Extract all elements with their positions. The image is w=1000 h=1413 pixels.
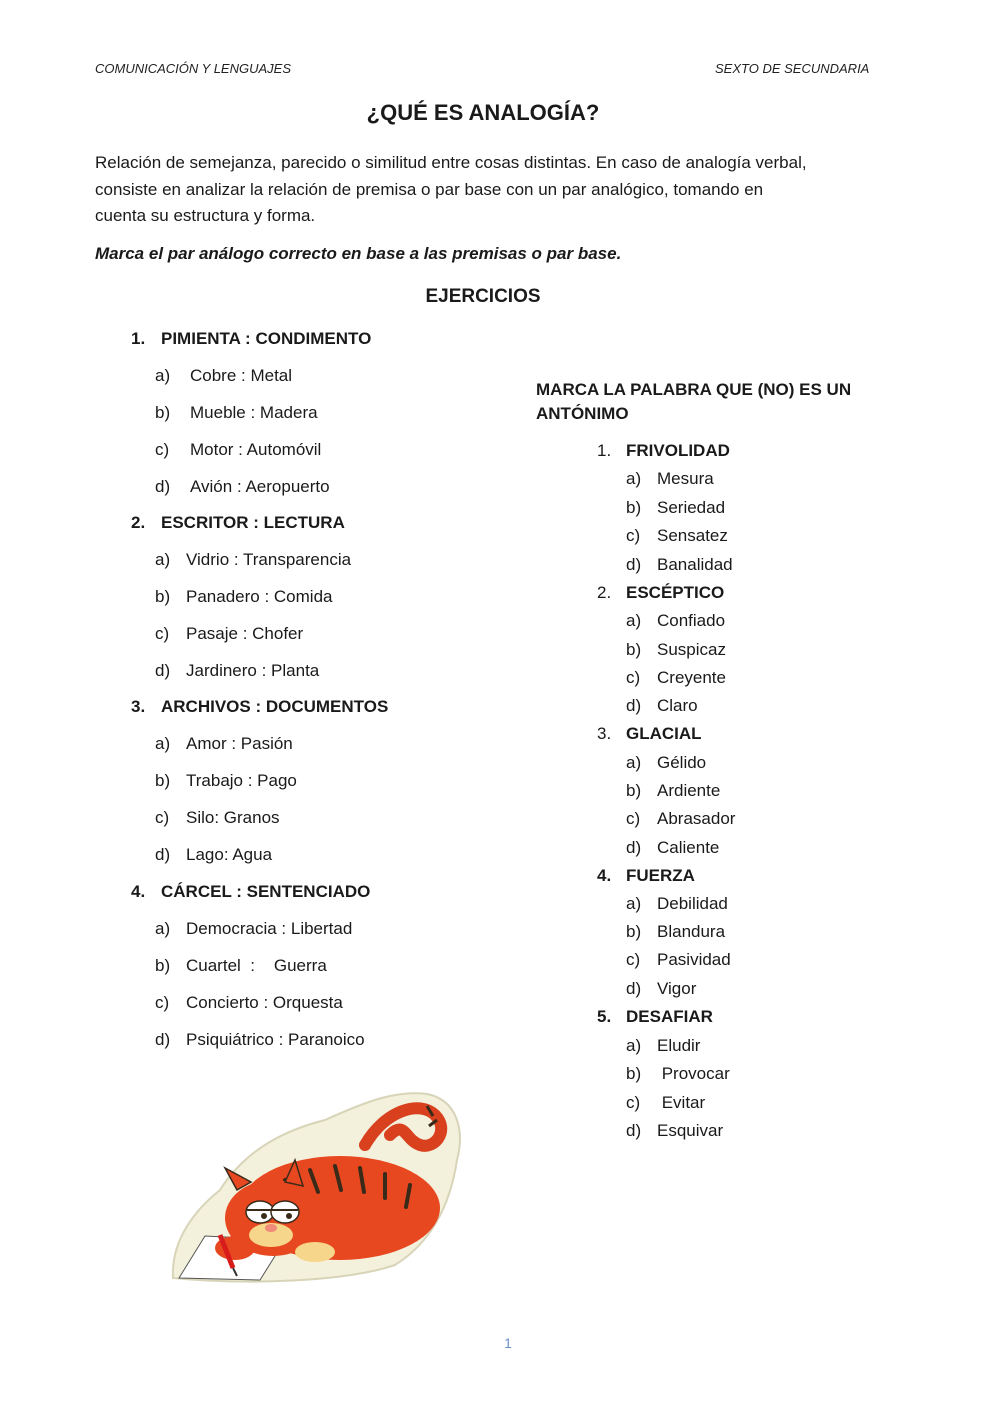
option[interactable] xyxy=(626,611,725,631)
option[interactable] xyxy=(626,979,696,999)
option-letter: c) xyxy=(626,950,641,969)
option-text: Silo: Granos xyxy=(186,808,280,827)
option[interactable] xyxy=(626,838,719,858)
option-letter: a) xyxy=(626,469,642,488)
option-letter: b) xyxy=(626,1064,642,1083)
cat-writing-icon xyxy=(165,1090,465,1285)
question-title xyxy=(131,697,388,717)
option[interactable] xyxy=(155,624,303,644)
option-letter: d) xyxy=(155,845,171,864)
option-text: Gélido xyxy=(657,753,707,772)
option-text: Lago: Agua xyxy=(186,845,273,864)
option-text: Cobre : Metal xyxy=(190,366,293,385)
page-number: 1 xyxy=(504,1335,512,1351)
question-text: PIMIENTA : CONDIMENTO xyxy=(161,329,372,348)
question-number: 3. xyxy=(597,724,612,743)
option[interactable] xyxy=(155,845,272,865)
option-text: Claro xyxy=(657,696,698,715)
question-text: FUERZA xyxy=(626,866,695,885)
antonym-heading xyxy=(536,378,876,426)
option-letter: b) xyxy=(626,781,642,800)
question-text: ESCÉPTICO xyxy=(626,583,725,602)
option[interactable] xyxy=(155,919,352,939)
option-text: Provocar xyxy=(657,1064,730,1083)
header-subject: COMUNICACIÓN Y LENGUAJES xyxy=(95,61,292,76)
option-text: Eludir xyxy=(657,1036,701,1055)
option[interactable] xyxy=(626,1121,723,1141)
question-number: 2. xyxy=(597,583,612,602)
option-text: Seriedad xyxy=(657,498,726,517)
antonym-question-title xyxy=(597,724,702,744)
option-letter: a) xyxy=(626,894,642,913)
option-letter: b) xyxy=(155,771,171,790)
cat-writing-illustration xyxy=(165,1090,465,1285)
intro-line: Relación de semejanza, parecido o similitud entre cosas distintas. En caso de analogía verbal, xyxy=(95,153,807,172)
option[interactable] xyxy=(626,1064,730,1084)
option-letter: a) xyxy=(155,366,171,385)
option[interactable] xyxy=(155,477,330,497)
question-text: ESCRITOR : LECTURA xyxy=(161,513,345,532)
question-text: ARCHIVOS : DOCUMENTOS xyxy=(161,697,389,716)
option-text: Motor : Automóvil xyxy=(190,440,322,459)
option[interactable] xyxy=(155,808,280,828)
option-letter: d) xyxy=(626,979,642,998)
option[interactable] xyxy=(155,993,343,1013)
option-text: Vigor xyxy=(657,979,697,998)
question-text: FRIVOLIDAD xyxy=(626,441,730,460)
option-letter: d) xyxy=(626,696,642,715)
option-letter: b) xyxy=(626,922,642,941)
option[interactable] xyxy=(155,587,332,607)
option[interactable] xyxy=(155,550,351,570)
option-letter: a) xyxy=(626,1036,642,1055)
question-number: 4. xyxy=(597,866,612,885)
option[interactable] xyxy=(155,771,297,791)
option[interactable] xyxy=(626,781,720,801)
intro-line: consiste en analizar la relación de premisa o par base con un par analógico, tomando en xyxy=(95,179,764,199)
option-letter: c) xyxy=(626,526,641,545)
question-text: DESAFIAR xyxy=(626,1007,713,1026)
option-letter: d) xyxy=(626,1121,642,1140)
option-text: Evitar xyxy=(657,1093,706,1112)
option-letter: b) xyxy=(626,640,642,659)
question-number: 2. xyxy=(131,513,146,532)
option[interactable] xyxy=(626,809,735,829)
option[interactable] xyxy=(155,366,292,386)
question-number: 1. xyxy=(131,329,146,348)
option[interactable] xyxy=(626,469,714,489)
option-letter: b) xyxy=(155,956,171,975)
option-letter: a) xyxy=(155,550,171,569)
option-letter: d) xyxy=(155,477,171,496)
option-text: Debilidad xyxy=(657,894,728,913)
option-text: Panadero : Comida xyxy=(186,587,333,606)
option-text: Concierto : Orquesta xyxy=(186,993,343,1012)
antonym-question-title xyxy=(597,866,695,886)
option-text: Banalidad xyxy=(657,555,733,574)
option-text: Abrasador xyxy=(657,809,736,828)
option-letter: b) xyxy=(626,498,642,517)
option[interactable] xyxy=(626,894,728,914)
option-letter: c) xyxy=(155,624,170,643)
option[interactable] xyxy=(155,403,318,423)
question-title xyxy=(131,329,371,349)
option-letter: a) xyxy=(155,919,171,938)
option-letter: c) xyxy=(155,808,170,827)
option-letter: b) xyxy=(155,587,171,606)
option[interactable] xyxy=(626,922,725,942)
option-letter: c) xyxy=(626,809,641,828)
option-text: Pasividad xyxy=(657,950,731,969)
page-title: ¿QUÉ ES ANALOGÍA? xyxy=(366,100,600,125)
option-text: Psiquiátrico : Paranoico xyxy=(186,1030,365,1049)
option-letter: a) xyxy=(626,611,642,630)
antonym-heading-line: ANTÓNIMO xyxy=(536,404,629,423)
option[interactable] xyxy=(626,668,726,688)
antonym-question-title xyxy=(597,1007,713,1027)
option[interactable] xyxy=(626,526,728,546)
question-number: 4. xyxy=(131,882,146,901)
option-letter: c) xyxy=(155,440,170,459)
option-letter: a) xyxy=(155,734,171,753)
instruction: Marca el par análogo correcto en base a las premisas o par base. xyxy=(95,244,622,263)
option-text: Democracia : Libertad xyxy=(186,919,353,938)
option-letter: c) xyxy=(155,993,170,1012)
option-letter: c) xyxy=(626,668,641,687)
option-text: Avión : Aeropuerto xyxy=(190,477,330,496)
option[interactable] xyxy=(626,753,706,773)
option-letter: d) xyxy=(155,1030,171,1049)
question-text: GLACIAL xyxy=(626,724,702,743)
option[interactable] xyxy=(155,1030,365,1050)
intro-line: cuenta su estructura y forma. xyxy=(95,206,316,225)
option[interactable] xyxy=(626,1036,700,1056)
option-text: Jardinero : Planta xyxy=(186,661,320,680)
option[interactable] xyxy=(626,640,726,660)
option[interactable] xyxy=(626,555,733,575)
option[interactable] xyxy=(626,498,725,518)
option[interactable] xyxy=(626,950,731,970)
question-title xyxy=(131,882,370,902)
antonym-heading-line: MARCA LA PALABRA QUE (NO) ES UN xyxy=(536,380,852,399)
option-letter: d) xyxy=(626,838,642,857)
option-text: Trabajo : Pago xyxy=(186,771,297,790)
antonym-question-title xyxy=(597,583,724,603)
question-number: 3. xyxy=(131,697,146,716)
option[interactable] xyxy=(155,661,319,681)
question-title xyxy=(131,513,345,533)
intro-paragraph xyxy=(95,150,885,230)
option-text: Mesura xyxy=(657,469,714,488)
option[interactable] xyxy=(155,956,327,976)
option-text: Amor : Pasión xyxy=(186,734,293,753)
option-letter: a) xyxy=(626,753,642,772)
exercises-heading: EJERCICIOS xyxy=(425,286,541,307)
option-text: Esquivar xyxy=(657,1121,724,1140)
option-text: Cuartel : Guerra xyxy=(186,956,327,975)
option[interactable] xyxy=(155,734,293,754)
option-text: Pasaje : Chofer xyxy=(186,624,304,643)
option-letter: d) xyxy=(155,661,171,680)
question-number: 1. xyxy=(597,441,612,460)
option-letter: c) xyxy=(626,1093,641,1112)
option[interactable] xyxy=(626,1093,705,1113)
option-text: Confiado xyxy=(657,611,726,630)
option-letter: b) xyxy=(155,403,171,422)
question-text: CÁRCEL : SENTENCIADO xyxy=(161,882,371,901)
option-text: Suspicaz xyxy=(657,640,726,659)
option-text: Ardiente xyxy=(657,781,721,800)
option-text: Vidrio : Transparencia xyxy=(186,550,352,569)
option[interactable] xyxy=(626,696,698,716)
header-grade: SEXTO DE SECUNDARIA xyxy=(715,61,870,76)
antonym-question-title xyxy=(597,441,730,461)
option-text: Creyente xyxy=(657,668,726,687)
option-text: Sensatez xyxy=(657,526,728,545)
option-text: Caliente xyxy=(657,838,720,857)
option-letter: d) xyxy=(626,555,642,574)
question-number: 5. xyxy=(597,1007,612,1026)
option-text: Blandura xyxy=(657,922,726,941)
option-text: Mueble : Madera xyxy=(190,403,318,422)
option[interactable] xyxy=(155,440,321,460)
